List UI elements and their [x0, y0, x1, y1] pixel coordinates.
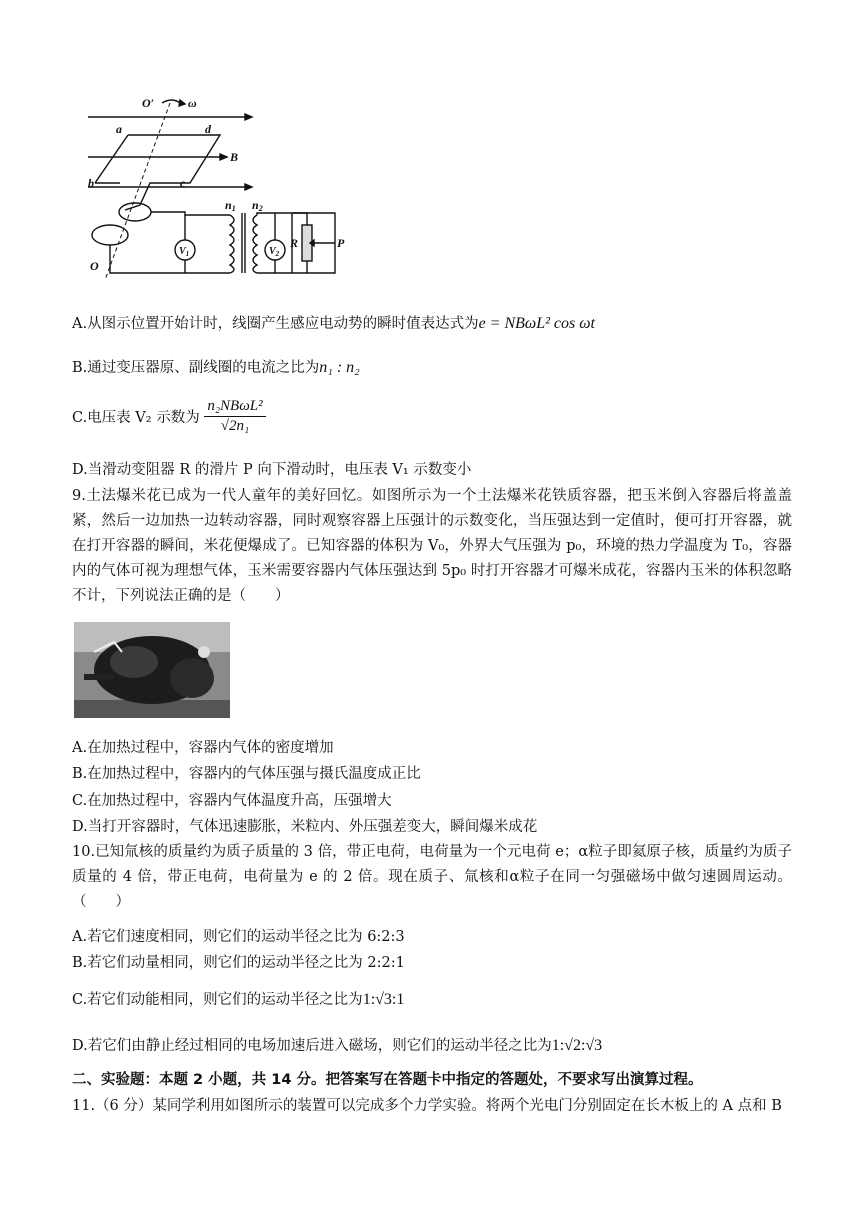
q8-option-b-formula: n₁ : n₂ [319, 359, 360, 376]
label-o: O [90, 259, 99, 273]
q8-option-d: D.当滑动变阻器 R 的滑片 P 向下滑动时，电压表 V₁ 示数变小 [72, 462, 472, 478]
popcorn-machine-photo [74, 622, 230, 718]
q10-option-c-formula: 1:√3:1 [362, 991, 405, 1008]
q10-option-c [72, 988, 404, 1009]
q11-stem: 11.（6 分）某同学利用如图所示的装置可以完成多个力学实验。将两个光电门分别固定在长木板上的 A 点和 B [72, 1098, 782, 1114]
label-v1-sub: 1 [185, 250, 190, 258]
label-n2-sub: 2 [258, 204, 263, 213]
q10-option-d [72, 1034, 602, 1055]
q8-option-a-text: A.从图示位置开始计时，线圈产生感应电动势的瞬时值表达式为 [72, 316, 479, 332]
q8-option-c-numerator: n₂NBωL² [204, 398, 265, 417]
label-v2-sub: 2 [275, 250, 280, 258]
q10-option-c-text: C.若它们动能相同，则它们的运动半径之比为 [72, 992, 363, 1008]
q8-option-c [72, 398, 266, 435]
section-2-heading: 二、实验题：本题 2 小题，共 14 分。把答案写在答题卡中指定的答题处，不要求写出演算过程。 [72, 1072, 703, 1088]
q8-option-a-formula: e = NBωL² cos ωt [478, 315, 595, 332]
q9-option-c: C.在加热过程中，容器内气体温度升高，压强增大 [72, 793, 392, 809]
q8-option-a [72, 312, 595, 333]
label-b-field: B [230, 150, 239, 164]
q9-option-d: D.当打开容器时，气体迅速膨胀，米粒内、外压强差变大，瞬间爆米成花 [72, 819, 538, 835]
q10-option-d-text: D.若它们由静止经过相同的电场加速后进入磁场，则它们的运动半径之比为 [72, 1038, 552, 1054]
q8-option-c-text: C.电压表 V₂ 示数为 [72, 410, 200, 426]
svg-text:n1 [225, 198, 236, 213]
label-omega: ω [188, 96, 197, 110]
label-v2: V [269, 246, 276, 257]
label-n1-sub: 1 [231, 204, 236, 213]
label-n1: n [225, 198, 232, 212]
label-d: d [205, 122, 211, 136]
label-p: P [337, 236, 345, 250]
q9-option-a: A.在加热过程中，容器内气体的密度增加 [72, 740, 334, 756]
q8-option-b-text: B.通过变压器原、副线圈的电流之比为 [72, 360, 320, 376]
label-b: b [88, 176, 94, 190]
q8-option-c-denominator: √2n₁ [220, 418, 250, 434]
label-a: a [116, 122, 122, 136]
q8-option-c-fraction [204, 398, 265, 435]
q8-option-b [72, 356, 360, 377]
generator-transformer-figure [80, 95, 350, 285]
label-n2: n [252, 198, 259, 212]
svg-text:n2 [252, 198, 263, 213]
label-r: R [290, 236, 299, 250]
q9-stem: 9.土法爆米花已成为一代人童年的美好回忆。如图所示为一个土法爆米花铁质容器，把玉米倒入容器后将盖盖紧，然后一边加热一边转动容器，同时观察容器上压强计的示数变化，当压强达到一定值时，便可打开容器，就在打开容器的瞬间，米花便爆成了。已知容器的体积为 V₀，外界大气压强为 p₀，环境的热力学温度为 T₀，容器内的气体可视为理想气体，玉米需要容器内气体压强达到 5p₀ 时打开容器才可爆米成花，容器内玉米的体积忽略不计，下列说法正确的是（ ） [72, 488, 792, 604]
q10-option-b: B.若它们动量相同，则它们的运动半径之比为 2:2:1 [72, 955, 405, 971]
q9-option-b: B.在加热过程中，容器内的气体压强与摄氏温度成正比 [72, 766, 421, 782]
q10-option-a: A.若它们速度相同，则它们的运动半径之比为 6:2:3 [72, 929, 405, 945]
label-o-prime: O′ [142, 96, 155, 110]
label-c: c [180, 176, 186, 190]
label-v1: V [179, 246, 186, 257]
q10-option-d-formula: 1:√2:√3 [551, 1037, 603, 1054]
q10-stem: 10.已知氚核的质量约为质子质量的 3 倍，带正电荷，电荷量为一个元电荷 e；α粒子即氦原子核，质量约为质子质量的 4 倍，带正电荷，电荷量为 e 的 2 倍。现在质子、氚核和α粒子在同一匀强磁场中做匀速圆周运动。（ ） [72, 844, 792, 910]
